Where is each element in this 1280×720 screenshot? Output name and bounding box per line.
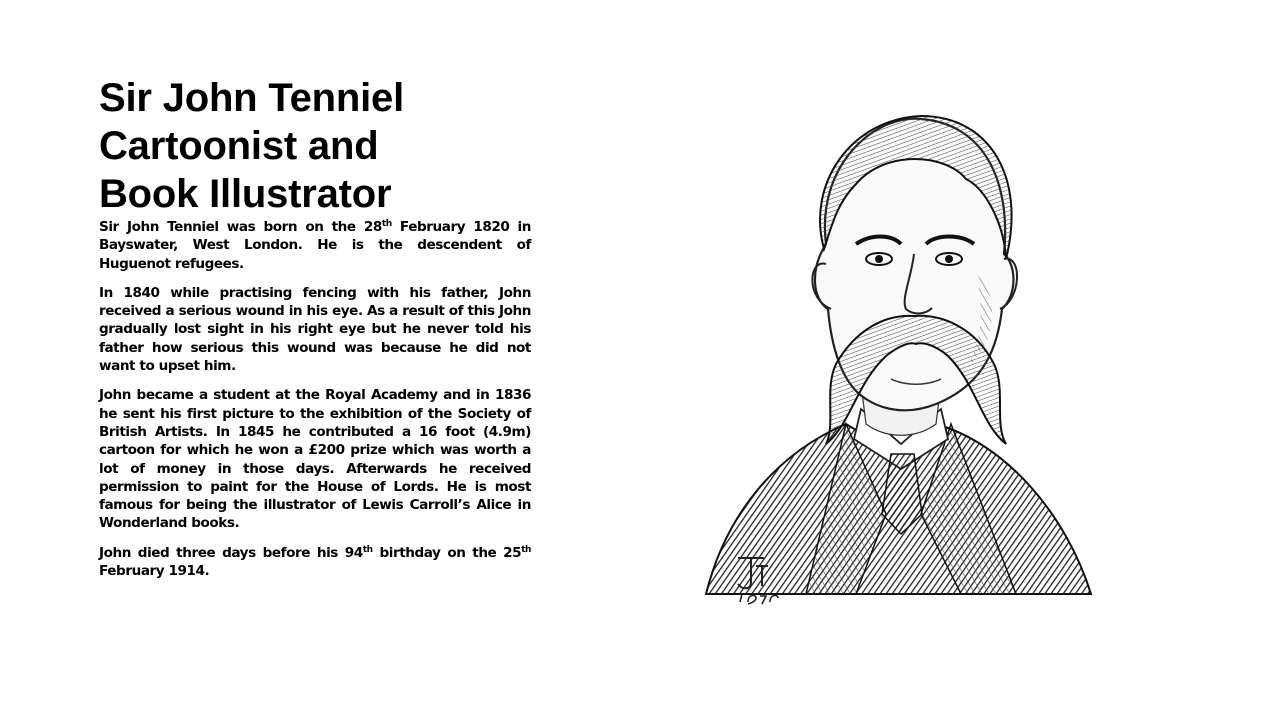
slide-title [99,74,539,218]
portrait-image [686,94,1110,620]
paragraph-birth [99,218,531,273]
paragraph-career: John became a student at the Royal Academy and in 1836 he sent his first picture to the exhibition of the Society of British Artists. In 1845 he contributed a 16 foot (4.9m) cartoon for which he won a £200 prize which was worth a lot of money in those days. Afterwards he received permission to paint for the House of Lords. He is most famous for being the illustrator of Lewis Carroll’s Alice in Wonderland books. [99,387,531,532]
title-line-2: Cartoonist and [99,124,379,168]
body-text [99,218,531,591]
paragraph-birth-text-b: February 1820 in Bayswater, West London. He is the descendent of Huguenot refugees. [99,219,531,272]
paragraph-death-text-a: John died three days before his 94 [99,544,363,561]
paragraph-death-text-c: February 1914. [99,563,210,580]
paragraph-death [99,544,531,581]
title-line-3: Book Illustrator [99,172,392,216]
paragraph-birth-text-a: Sir John Tenniel was born on the 28 [99,219,382,235]
ordinal-suffix: th [381,219,392,229]
paragraph-eye-injury: In 1840 while practising fencing with his father, John received a serious wound in his eye. As a result of this John gradually lost sight in his right eye but he never told his father how serious this wound was because he did not want to upset him. [99,284,531,375]
ordinal-suffix: th [362,544,373,555]
ordinal-suffix: th [521,544,531,555]
portrait-engraving [686,94,1110,620]
paragraph-death-text-b: birthday on the 25 [372,544,522,561]
title-line-1: Sir John Tenniel [99,76,404,120]
